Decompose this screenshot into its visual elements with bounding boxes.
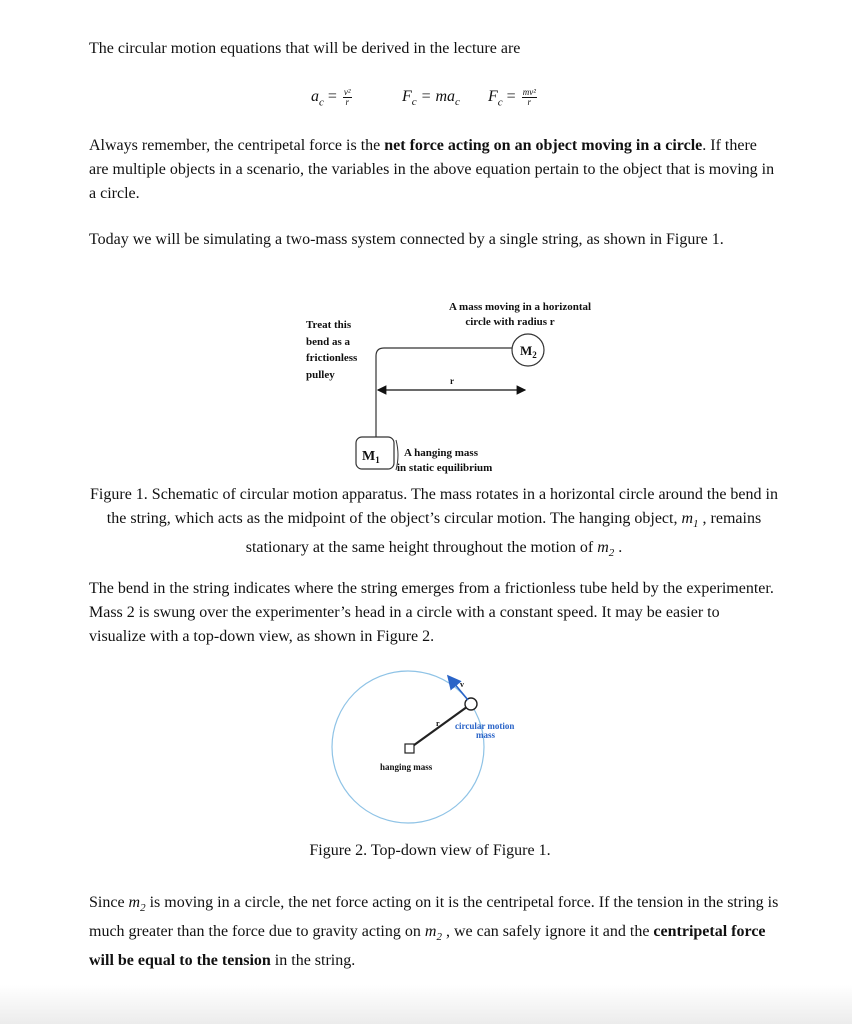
label-bend-line2: bend as a xyxy=(306,336,351,348)
label-hanging-mass-line2: in static equilibrium xyxy=(397,462,493,474)
figure-1-caption: Figure 1. Schematic of circular motion apparatus. The mass rotates in a horizontal circle around the bend in the string, which acts as the midpoint of the object’s circular motion. The hanging object, $m_1$ , remains stationary at the same height throughout the motion of $m_2$ . xyxy=(90,486,778,560)
paragraph-frictionless-tube: The bend in the string indicates where the string emerges from a frictionless tube held by the experimenter. Mass 2 is swung over the experimenter’s head in a circle with a constant speed. It may be easier to visualize with a top-down view, as shown in Figure 2. xyxy=(89,580,774,645)
label-horizontal-circle-line1: A mass moving in a horizontal xyxy=(448,301,592,313)
velocity-arrow xyxy=(448,676,468,700)
hanging-mass-square xyxy=(405,744,414,753)
label-circular-motion-line1: circular motion xyxy=(455,721,515,731)
label-hanging-mass-line1: A hanging mass xyxy=(404,447,478,459)
paragraph-simulation-intro: Today we will be simulating a two-mass system connected by a single string, as shown in Figure 1. xyxy=(89,231,724,248)
paragraph-tension: Since $m_2$ is moving in a circle, the net force acting on it is the centripetal force. If the tension in the string is much greater than the force due to gravity acting on $m_2$ , we can safely ignore it and the centripetal force will be equal to the tension in the string. xyxy=(89,894,779,970)
label-horizontal-circle-line2: circle with radius r xyxy=(465,316,555,328)
figure-2-caption: Figure 2. Top-down view of Figure 1. xyxy=(309,842,551,859)
intro-text: The circular motion equations that will be derived in the lecture are xyxy=(89,40,521,57)
equation-newton-second-law: $F_c = ma_c$ xyxy=(402,88,460,109)
string-line xyxy=(376,348,512,437)
mass-2-label: $M_2$ xyxy=(520,343,537,360)
radius-label-fig2: r xyxy=(436,719,440,728)
velocity-label: v xyxy=(460,680,464,689)
label-bend-line4: pulley xyxy=(306,369,335,381)
equation-centripetal-force: $F_c$ = $\frac{\text{mv²}}{r}$ xyxy=(488,87,536,109)
label-circular-motion-line2: mass xyxy=(476,730,496,740)
equation-centripetal-acceleration: $a_c$ = $\frac{\text{v²}}{r}$ xyxy=(311,87,351,109)
bottom-fade xyxy=(0,985,852,1024)
paragraph-net-force: Always remember, the centripetal force is the net force acting on an object moving in a circle. If there are multiple objects in a scenario, the variables in the above equation pertain to the object that is moving in a circle. xyxy=(89,137,775,202)
label-bend-line1: Treat this xyxy=(306,319,352,331)
mass-1-label: $M_1$ xyxy=(362,449,380,465)
label-bend-line3: frictionless xyxy=(306,352,358,364)
label-hanging-mass-fig2: hanging mass xyxy=(380,762,433,772)
radius-label: r xyxy=(450,376,454,386)
